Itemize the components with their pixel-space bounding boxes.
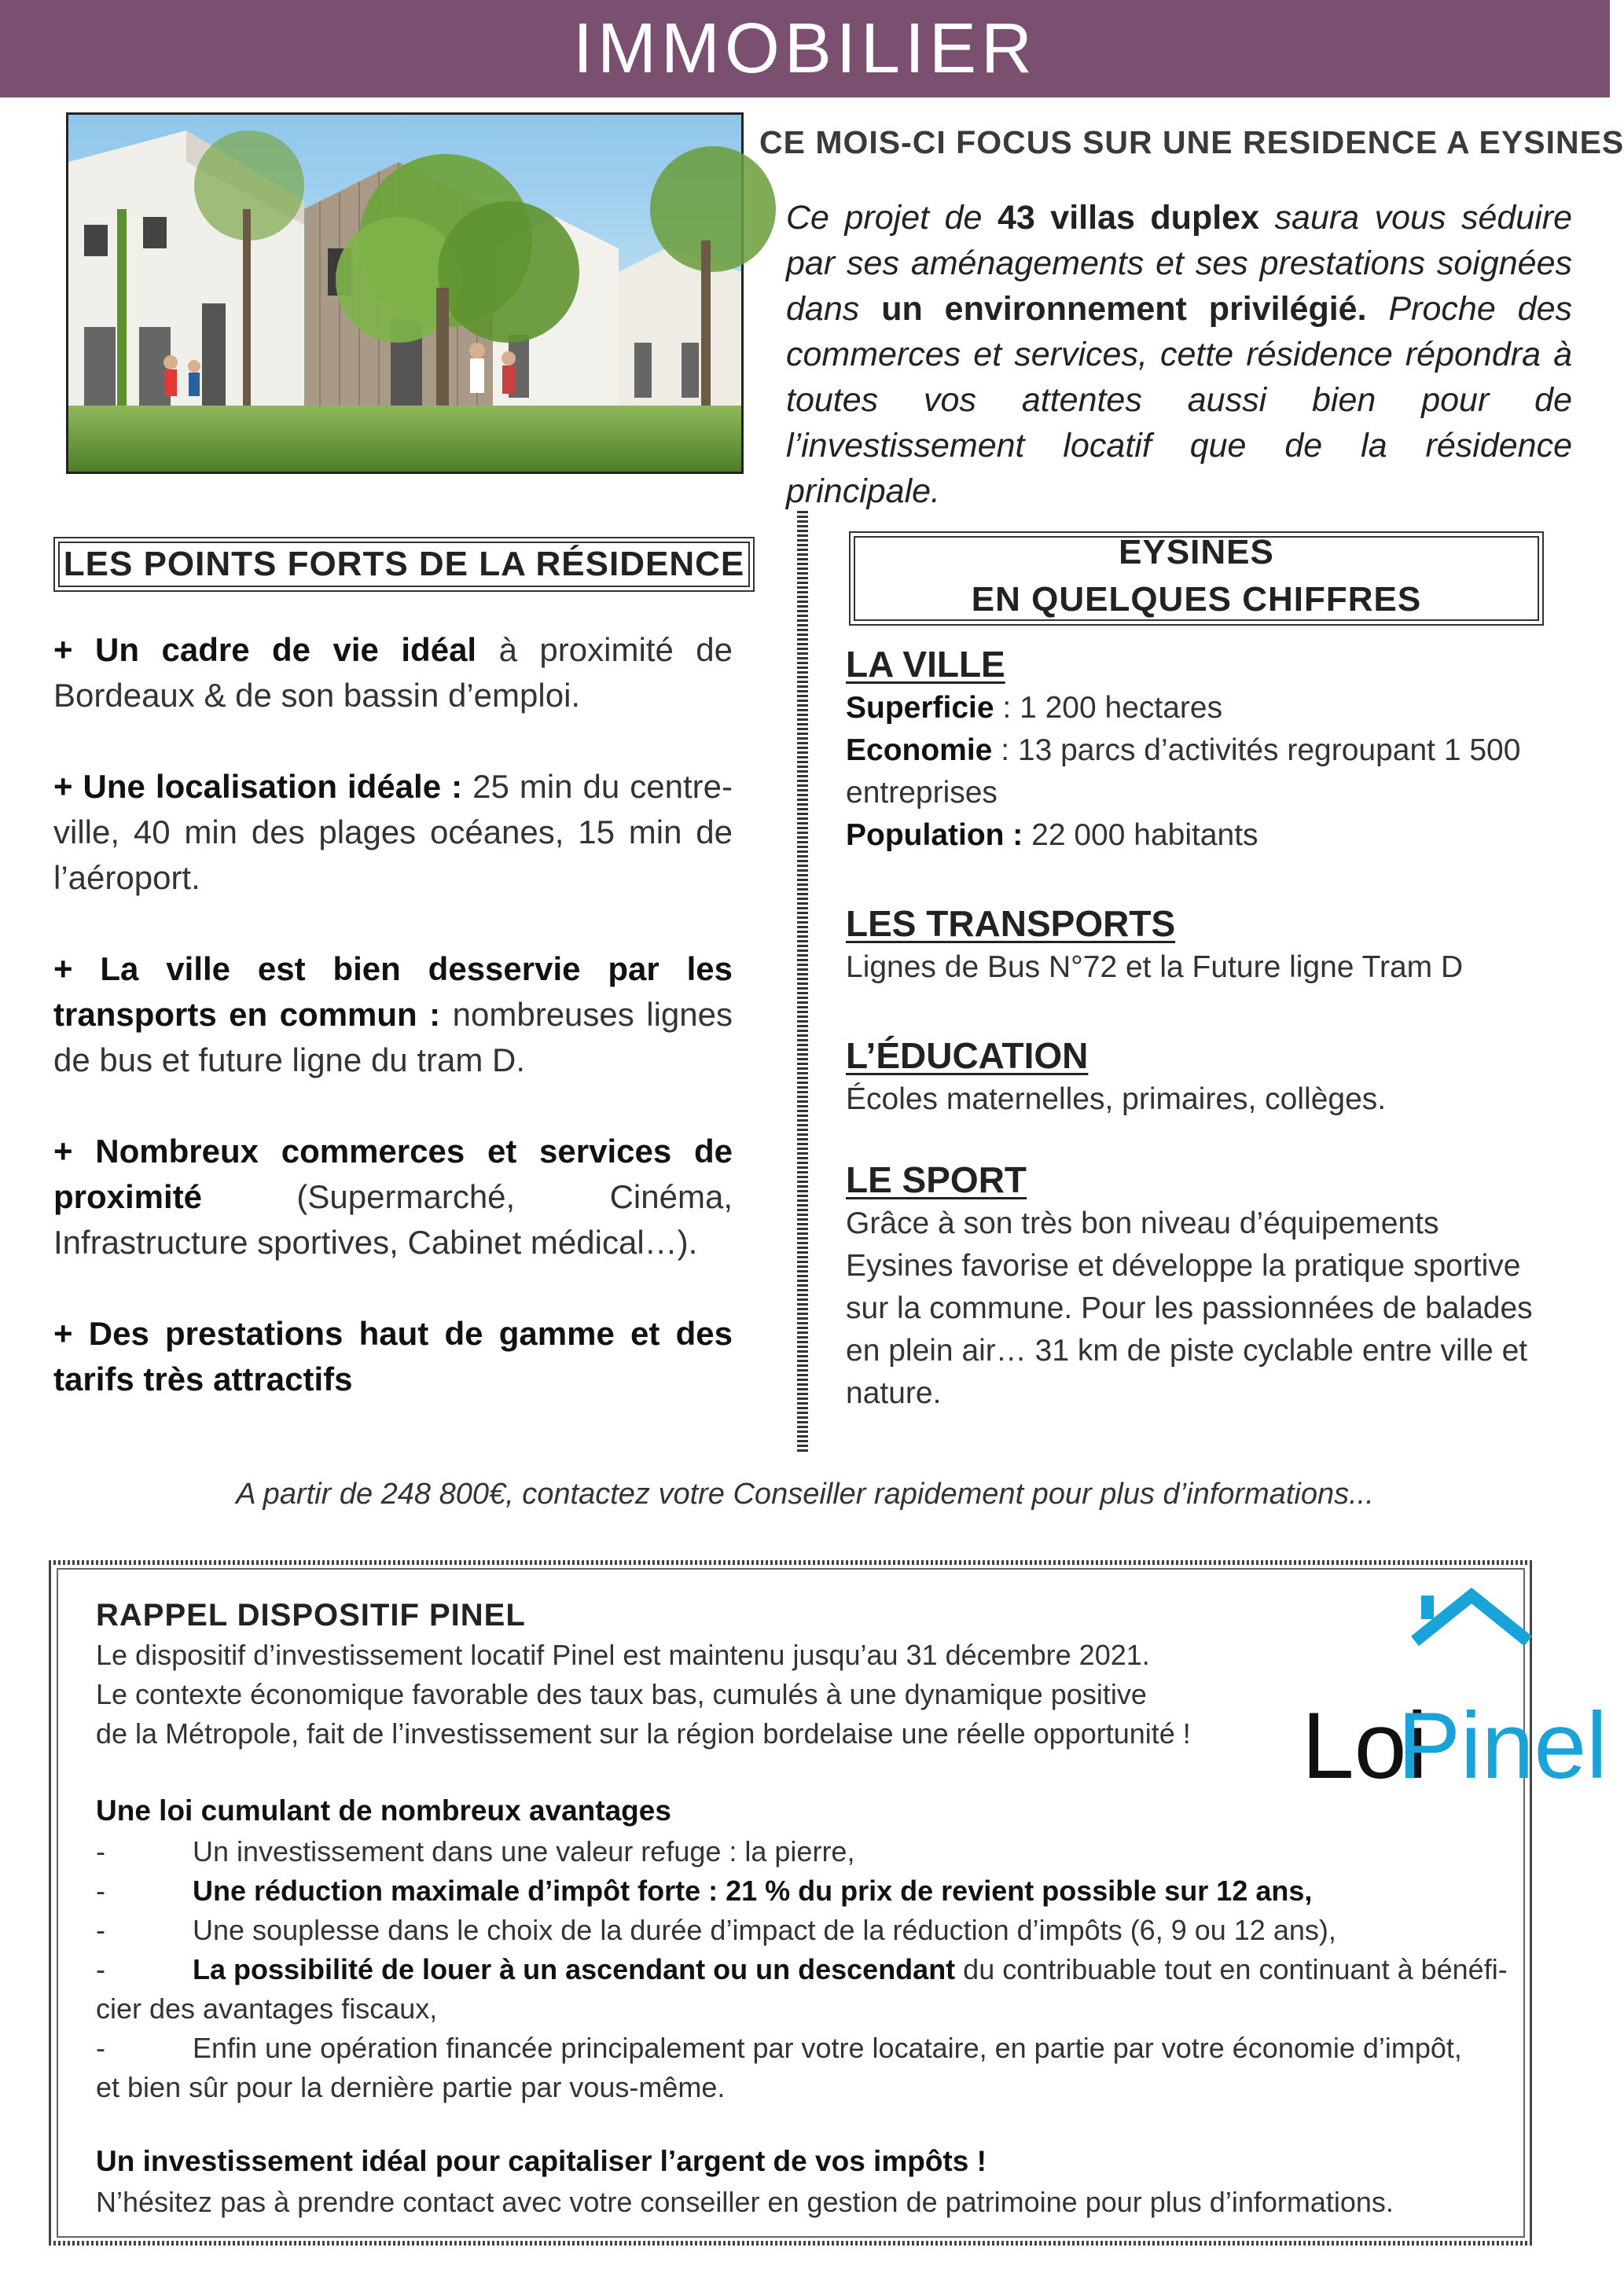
logo-word-pinel: Pinel (1398, 1693, 1607, 1798)
ville-population: Population : 22 000 habitants (846, 818, 1258, 852)
sport-text: Grâce à son très bon niveau d’équipements Eysines favorise et développe la pratique sportive sur la commune. Pour les passionnées de balades en plein air… 31 km de piste cyclable entre ville et nature. (846, 1206, 1533, 1410)
education-title: L’ÉDUCATION (846, 1035, 1089, 1076)
bullet-dash: - (96, 1875, 105, 1907)
point-item: + Des prestations haut de gamme et des tarifs très attractifs (53, 1315, 733, 1397)
pinel-intro: de la Métropole, fait de l’investissement sur la région bordelaise une réelle opportunité ! (96, 1717, 1191, 1750)
point-item: + Une localisation idéale : 25 min du centre-ville, 40 min des plages océanes, 15 min de l’aéroport. (53, 768, 733, 896)
bullet-dash: - (96, 1953, 105, 1985)
advantage-item: Une réduction maximale d’impôt forte : 21 % du prix de revient possible sur 12 ans, (193, 1875, 1313, 1907)
advantage-item: Une souplesse dans le choix de la durée d’impact de la réduction d’impôts (6, 9 ou 12 ans), (193, 1914, 1336, 1946)
point-item: + Un cadre de vie idéal à proximité de Bordeaux & de son bassin d’emploi. (53, 631, 733, 714)
point-item: + Nombreux commerces et services de proximité (Supermarché, Cinéma, Infrastructure sportives, Cabinet médical…). (53, 1133, 733, 1261)
education-text: Écoles maternelles, primaires, collèges. (846, 1082, 1387, 1116)
focus-description: Ce projet de 43 villas duplex saura vous séduire par ses aménagements et ses prestations soignées dans un environnement privilégié. Proche des commerces et services, cette résidence répondra à toutes vos attentes aussi bien pour de l’investissement locatif que de la résidence principale. (786, 199, 1573, 510)
advantage-item: Enfin une opération financée principalement par votre locataire, en partie par votre économie d’impôt, (193, 2032, 1462, 2064)
ville-title: LA VILLE (846, 644, 1005, 685)
bullet-dash: - (96, 2032, 105, 2064)
transports-text: Lignes de Bus N°72 et la Future ligne Tram D (846, 950, 1464, 984)
advantages-title: Une loi cumulant de nombreux avantages (96, 1794, 671, 1827)
point-item: + La ville est bien desservie par les transports en commun : nombreuses lignes de bus et future ligne du tram D. (53, 950, 733, 1078)
ville-economie: Economie : 13 parcs d’activités regroupant 1 500 entreprises (846, 733, 1521, 810)
residence-photo (66, 112, 744, 474)
closing-title: Un investissement idéal pour capitaliser l’argent de vos impôts ! (96, 2145, 987, 2177)
bullet-dash: - (96, 1835, 105, 1868)
advantage-item-cont: et bien sûr pour la dernière partie par vous-même. (96, 2071, 726, 2103)
logo-word-loi: Loi (1302, 1693, 1428, 1798)
focus-title: CE MOIS-CI FOCUS SUR UNE RESIDENCE A EYSINES (759, 124, 1624, 160)
house-roof-icon (1415, 1596, 1528, 1641)
page-title: IMMOBILIER (572, 9, 1038, 88)
pinel-intro: Le contexte économique favorable des taux bas, cumulés à une dynamique positive (96, 1678, 1147, 1710)
advantage-item: La possibilité de louer à un ascendant ou un descendant du contribuable tout en continuant à bénéfi- (193, 1953, 1508, 1985)
sport-title: LE SPORT (846, 1159, 1027, 1200)
price-note: A partir de 248 800€, contactez votre Conseiller rapidement pour plus d’informations... (236, 1478, 1374, 1511)
ville-superficie: Superficie : 1 200 hectares (846, 691, 1223, 725)
points-title: LES POINTS FORTS DE LA RÉSIDENCE (63, 545, 745, 583)
transports-title: LES TRANSPORTS (846, 903, 1176, 944)
column-divider (797, 511, 808, 1454)
eysines-title-line2: EN QUELQUES CHIFFRES (971, 580, 1422, 619)
bullet-dash: - (96, 1914, 105, 1946)
advantage-item-cont: cier des avantages fiscaux, (96, 1992, 438, 2025)
pinel-title: RAPPEL DISPOSITIF PINEL (96, 1598, 526, 1632)
closing-text: N’hésitez pas à prendre contact avec votre conseiller en gestion de patrimoine pour plus d’informations. (96, 2186, 1394, 2218)
eysines-title-line1: EYSINES (1119, 533, 1274, 571)
pinel-intro: Le dispositif d’investissement locatif Pinel est maintenu jusqu’au 31 décembre 2021. (96, 1639, 1150, 1671)
advantage-item: Un investissement dans une valeur refuge : la pierre, (193, 1835, 855, 1868)
loi-pinel-logo (1289, 1596, 1607, 1798)
